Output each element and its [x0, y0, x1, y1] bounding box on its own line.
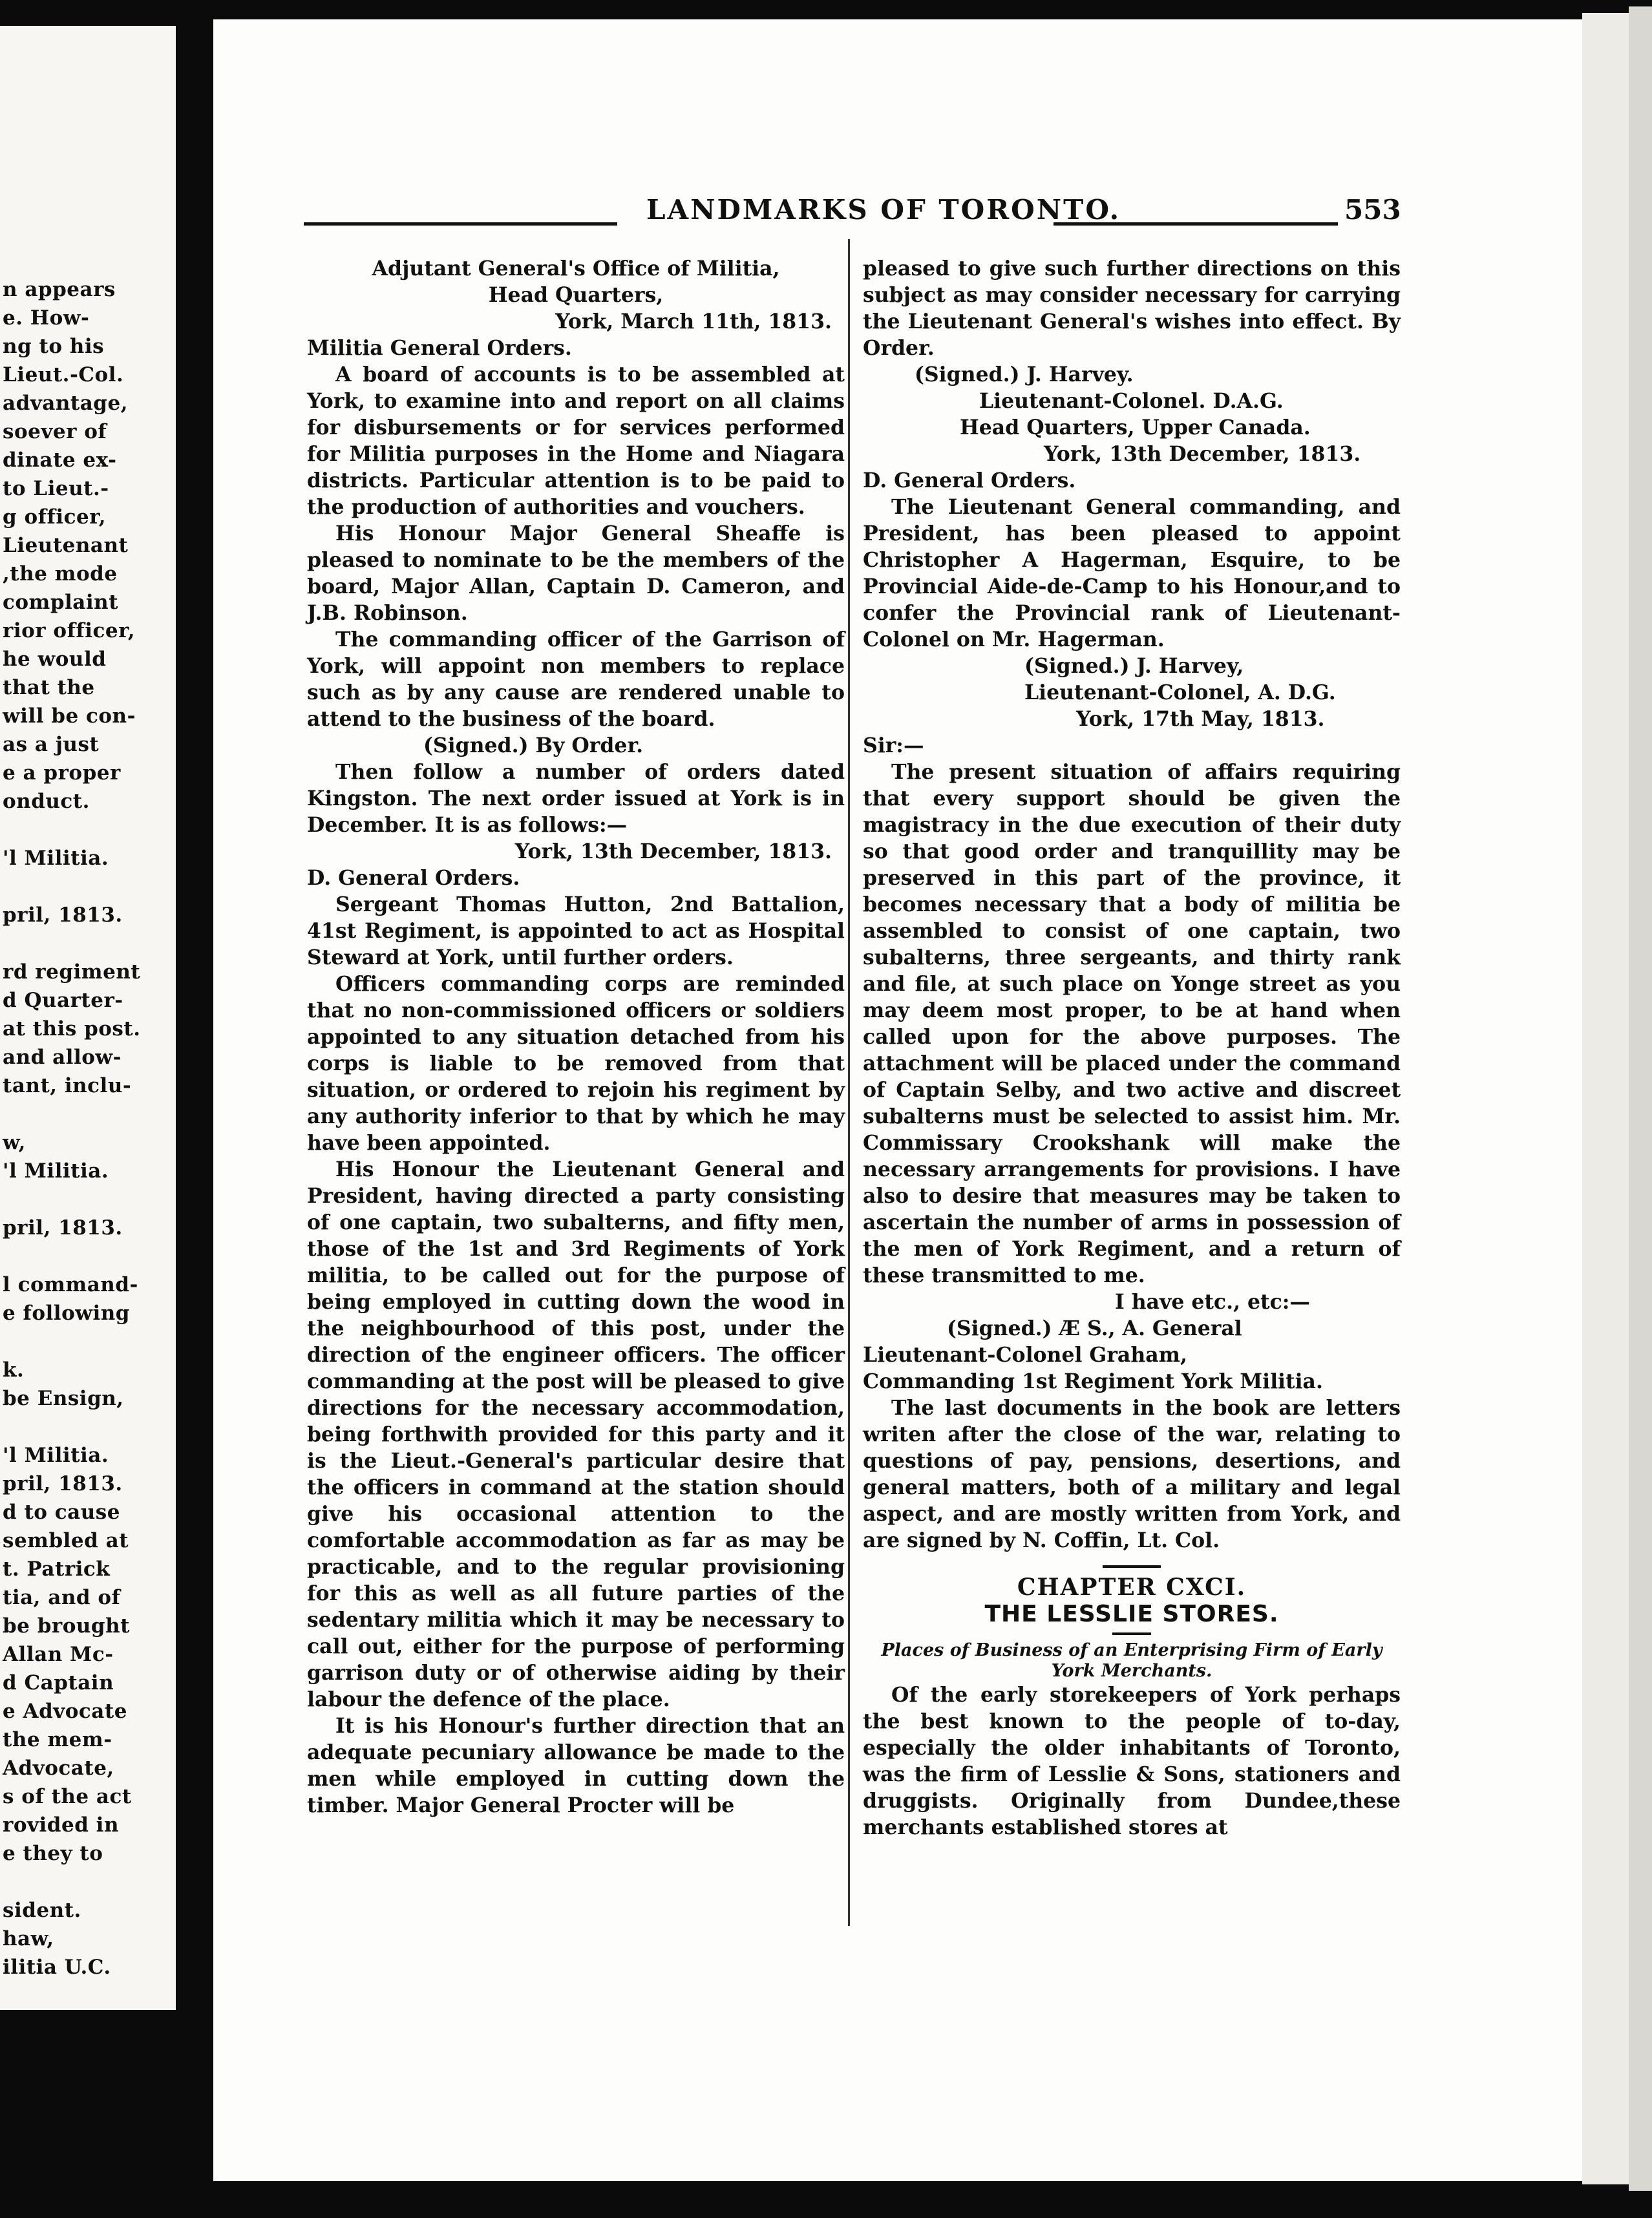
facing-page-line: l command-	[3, 1273, 138, 1296]
facing-page-line: that the	[3, 676, 95, 699]
facing-page-line: g officer,	[3, 505, 107, 529]
facing-page-fragment	[0, 26, 176, 2010]
facing-page-line: w,	[3, 1131, 26, 1154]
facing-page-line: ilitia U.C.	[3, 1956, 111, 1979]
addressee-line: Commanding 1st Regiment York Militia.	[863, 1369, 1323, 1393]
facing-page-line: at this post.	[3, 1017, 141, 1040]
facing-page-line: he would	[3, 648, 107, 671]
facing-page-line: rd regiment	[3, 960, 141, 984]
facing-page-line: d Quarter-	[3, 989, 123, 1012]
chapter-number: CHAPTER CXCI.	[1017, 1574, 1247, 1601]
facing-page-line: rior officer,	[3, 619, 136, 642]
hq-heading: Head Quarters,	[488, 283, 664, 307]
paragraph: His Honour Major General Sheaffe is pleased to nominate to be the members of the board, Major Allan, Captain D. Cameron, and J.B. Robinson.	[307, 522, 845, 625]
facing-page-line: 'l Militia.	[3, 847, 109, 870]
facing-page-line: complaint	[3, 591, 119, 614]
facing-page-line: t. Patrick	[3, 1558, 111, 1581]
facing-page-line: Advocate,	[3, 1757, 114, 1780]
paragraph: Officers commanding corps are reminded that no non-commissioned officers or soldiers appointed to any situation detached from his corps is liable to be removed from that situation, or ordered to rejoin his regiment by any authority inferior to that by which he may have been appointed.	[307, 972, 845, 1155]
left-column	[307, 255, 845, 1819]
facing-page-line: Lieut.-Col.	[3, 363, 124, 386]
right-column	[863, 255, 1401, 1841]
orders-heading: Militia General Orders.	[307, 336, 572, 360]
order-date: York, March 11th, 1813.	[555, 310, 832, 333]
running-header	[304, 194, 1428, 233]
facing-page-line: e they to	[3, 1842, 103, 1865]
facing-page-line: d to cause	[3, 1501, 120, 1524]
hq-line: Head Quarters, Upper Canada.	[960, 416, 1311, 439]
facing-page-line: 'l Militia.	[3, 1159, 109, 1183]
closing-line: I have etc., etc:—	[1115, 1290, 1310, 1314]
facing-page-line: tant, inclu-	[3, 1074, 132, 1097]
facing-page-line: Lieutenant	[3, 534, 129, 557]
facing-page-line: haw,	[3, 1927, 54, 1950]
facing-page-line: advantage,	[3, 392, 128, 415]
salutation: Sir:—	[863, 734, 924, 757]
facing-page-line: d Captain	[3, 1671, 114, 1695]
page-edge-shadow	[1629, 6, 1652, 2191]
paragraph: Sergeant Thomas Hutton, 2nd Battalion, 41st Regiment, is appointed to act as Hospital Steward at York, until further orders.	[307, 892, 845, 969]
order-date: York, 13th December, 1813.	[514, 840, 832, 863]
facing-page-line: onduct.	[3, 790, 90, 813]
facing-page-line: be Ensign,	[3, 1387, 124, 1410]
facing-page-line: pril, 1813.	[3, 1216, 123, 1240]
facing-page-line: be brought	[3, 1614, 130, 1638]
paragraph: Of the early storekeepers of York perhaps the best known to the people of to-day, especially the older inhabitants of Toronto, was the firm of Lesslie & Sons, stationers and druggists. Originally from Dundee,these merchants established stores at	[863, 1683, 1401, 1839]
facing-page-line: k.	[3, 1358, 25, 1382]
paragraph: The last documents in the book are letters writen after the close of the war, relating to questions of pay, pensions, desertions, and general matters, both of a military and legal aspect, and are mostly written from York, and are signed by N. Coffin, Lt. Col.	[863, 1396, 1401, 1552]
page-edge	[1582, 13, 1629, 2184]
orders-heading: D. General Orders.	[307, 866, 520, 890]
order-date: York, 17th May, 1813.	[1076, 707, 1325, 731]
paragraph: Then follow a number of orders dated Kingston. The next order issued at York is in December. It is as follows:—	[307, 760, 845, 837]
order-date: York, 13th December, 1813.	[1044, 442, 1361, 466]
facing-page-line: e. How-	[3, 306, 90, 330]
paragraph: His Honour the Lieutenant General and President, having directed a party consisting of one captain, two subalterns, and fifty men, those of the 1st and 3rd Regiments of York militia, to be called out for the purpose of being employed in cutting down the wood in the neighbourhood of this post, under the direction of the engineer officers. The officer commanding at the post will be pleased to give directions for the necessary accommodation, being forthwith provided for this party and it is the Lieut.-General's particular desire that the officers in command at the station should give his occasional attention to the comfortable accommodation as far as may be practicable, and to the regular provisioning for this as well as all future parties of the sedentary militia which it may be necessary to call out, either for the purpose of performing garrison duty or of otherwise aiding by their labour the defence of the place.	[307, 1157, 845, 1711]
section-rule	[1103, 1565, 1161, 1568]
signature-line: (Signed.) J. Harvey,	[1024, 654, 1244, 678]
facing-page-line: sembled at	[3, 1529, 129, 1552]
page-number: 553	[1344, 194, 1401, 226]
facing-page-line: and allow-	[3, 1046, 122, 1069]
facing-page-line: as a just	[3, 733, 100, 756]
header-rule-left	[304, 222, 617, 226]
facing-page-line: to Lieut.-	[3, 477, 109, 500]
title-rule	[1112, 1632, 1151, 1635]
chapter-title: THE LESSLIE STORES.	[984, 1601, 1279, 1627]
facing-page-line: 'l Militia.	[3, 1444, 109, 1467]
facing-page-line: s of the act	[3, 1785, 132, 1808]
addressee-line: Lieutenant-Colonel Graham,	[863, 1343, 1187, 1367]
facing-page-line: sident.	[3, 1899, 81, 1922]
signature-line: (Signed.) Æ S., A. General	[947, 1316, 1242, 1340]
facing-page-line: tia, and of	[3, 1586, 121, 1609]
paragraph: A board of accounts is to be assembled at York, to examine into and report on all claims for disbursements or for services performed for Militia purposes in the Home and Niagara districts. Particular attention is to be paid to the production of authorities and vouchers.	[307, 363, 845, 519]
signature-line: (Signed.) By Order.	[423, 734, 644, 757]
orders-heading: D. General Orders.	[863, 469, 1076, 492]
facing-page-line: soever of	[3, 420, 107, 443]
facing-page-line: will be con-	[3, 704, 136, 728]
paragraph: The commanding officer of the Garrison of York, will appoint non members to replace such as by any cause are rendered unable to attend to the business of the board.	[307, 628, 845, 731]
signature-line: (Signed.) J. Harvey.	[915, 363, 1134, 386]
facing-page-line: pril, 1813.	[3, 1472, 123, 1495]
running-title: LANDMARKS OF TORONTO.	[646, 194, 1121, 226]
office-heading: Adjutant General's Office of Militia,	[372, 257, 780, 280]
paragraph: pleased to give such further directions on this subject as may consider necessary for carrying the Lieutenant General's wishes into effect. By Order.	[863, 257, 1401, 360]
column-divider	[848, 239, 850, 1926]
facing-page-line: ,the mode	[3, 562, 118, 586]
facing-page-line: e following	[3, 1302, 130, 1325]
chapter-subheading: Places of Business of an Enterprising Firm of Early York Merchants.	[881, 1640, 1382, 1681]
facing-page-line: n appears	[3, 278, 116, 301]
paragraph: The Lieutenant General commanding, and President, has been pleased to appoint Christopher A Hagerman, Esquire, to be Provincial Aide-de-Camp to his Honour,and to confer the Provincial rank of Lieutenant-Colonel on Mr. Hagerman.	[863, 495, 1401, 651]
facing-page-line: dinate ex-	[3, 449, 117, 472]
facing-page-line: e a proper	[3, 761, 121, 785]
facing-page-line: e Advocate	[3, 1700, 127, 1723]
facing-page-line: Allan Mc-	[3, 1643, 114, 1666]
paragraph: It is his Honour's further direction that an adequate pecuniary allowance be made to the men while employed in cutting down the timber. Major General Procter will be	[307, 1714, 845, 1817]
header-rule-right	[1054, 222, 1338, 226]
paragraph: The present situation of affairs requiring that every support should be given the magistracy in the due execution of their duty so that good order and tranquillity may be preserved in this part of the province, it becomes necessary that a body of militia be assembled to consist of one captain, two subalterns, three sergeants, and thirty rank and file, at such place on Yonge street as you may deem most proper, to be at hand when called upon for the above purposes. The attachment will be placed under the command of Captain Selby, and two active and discreet subalterns must be selected to assist him. Mr. Commissary Crookshank will make the necessary arrangements for provisions. I have also to desire that measures may be taken to ascertain the number of arms in possession of the men of York Regiment, and a return of these transmitted to me.	[863, 760, 1401, 1287]
facing-page-line: pril, 1813.	[3, 903, 123, 927]
rank-line: Lieutenant-Colonel. D.A.G.	[979, 389, 1284, 413]
rank-line: Lieutenant-Colonel, A. D.G.	[1024, 681, 1336, 704]
facing-page-line: the mem-	[3, 1728, 112, 1751]
facing-page-line: ng to his	[3, 335, 105, 358]
facing-page-line: rovided in	[3, 1813, 119, 1837]
